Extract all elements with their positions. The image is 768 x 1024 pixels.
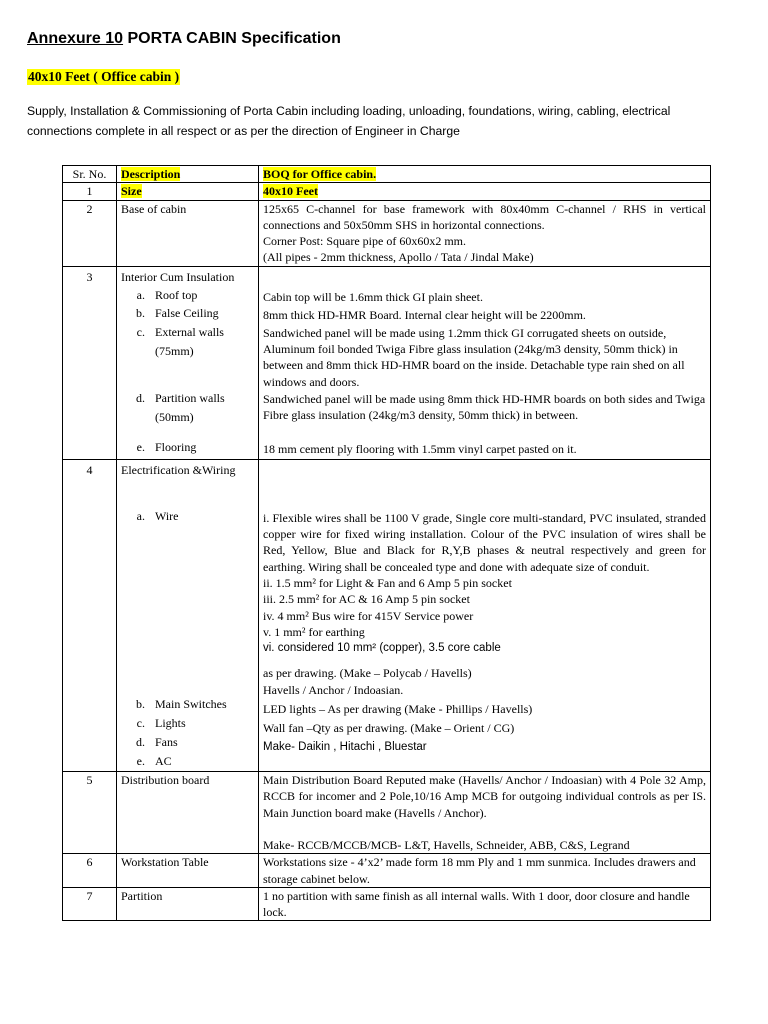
row-sr-no: 7 [63,887,117,921]
row-sr-no: 3 [63,266,117,459]
wire-spec-line: ii. 1.5 mm² for Light & Fan and 6 Amp 5 pin socket [263,575,512,590]
row-sr-no: 1 [63,183,117,200]
corner-post-text: Corner Post: Square pipe of 60x60x2 mm. [263,234,466,249]
wire-spec-line: vi. considered 10 mm² (copper), 3.5 core cable [263,642,501,655]
table-row [63,887,711,921]
row-description [117,183,259,200]
external-walls-text: Sandwiched panel will be made using 1.2mm thick GI corrugated sheets on outside, Aluminum foil bonded Twiga Fibre glass insulation (24kg/m3 density, 50mm thick) in between and 8mm thick HD-HMR board on the inside. Detachable type rain shed on all windows and doors. [263,325,685,389]
row-description: Partition [117,887,259,921]
row-description [117,266,259,459]
wire-spec-line: iii. 2.5 mm² for AC & 16 Amp 5 pin socket [263,592,470,607]
ac-text: Make- Daikin , Hitachi , Bluestar [263,741,427,754]
table-header-row [63,166,711,183]
document-heading [27,30,341,48]
pipes-make-text: (All pipes - 2mm thickness, Apollo / Tata / Jindal Make) [263,250,534,265]
list-item: c. External walls (75mm) [136,325,224,359]
wire-spec-line: v. 1 mm² for earthing [263,624,365,639]
list-item: a. Roof top [136,288,198,303]
row-sr-no: 4 [63,459,117,771]
row-boq [259,266,711,459]
list-item: e. AC [136,754,172,769]
list-item: a. Wire [136,509,179,524]
table-row [63,183,711,200]
flooring-text: 18 mm cement ply flooring with 1.5mm vinyl carpet pasted on it. [263,441,577,456]
list-item: d. Fans [136,735,178,750]
size-label: Size [121,184,142,199]
header-sr-no: Sr. No. [63,166,117,183]
heading-title: PORTA CABIN Specification [123,30,341,47]
base-framework-text: 125x65 C-channel for base framework with 80x40mm C-channel / RHS in vertical connections and 50x50mm SHS in horizontal connections. [263,201,706,232]
row-boq: Workstations size - 4’x2’ made form 18 mm Ply and 1 mm sunmica. Includes drawers and storage cabinet below. [259,854,711,888]
fans-text: Wall fan –Qty as per drawing. (Make – Orient / CG) [263,721,515,736]
header-description-label: Description [121,167,181,181]
row-sr-no: 2 [63,200,117,266]
false-ceiling-text: 8mm thick HD-HMR Board. Internal clear height will be 2200mm. [263,307,586,322]
partition-walls-text: Sandwiched panel will be made using 8mm thick HD-HMR boards on both sides and Twiga Fibre glass insulation (24kg/m3 density, 50mm thick) in between. [263,391,706,423]
header-boq-label: BOQ for Office cabin. [263,167,377,181]
row-sr-no: 5 [63,772,117,854]
section-label: Electrification &Wiring [121,462,236,477]
size-value: 40x10 Feet [263,184,318,199]
wire-make-text: as per drawing. (Make – Polycab / Havells) [263,666,472,681]
row-boq: 1 no partition with same finish as all internal walls. With 1 door, door closure and handle lock. [259,887,711,921]
list-item: b. Main Switches [136,697,227,712]
row-sr-no: 6 [63,854,117,888]
annexure-label: Annexure 10 [27,30,124,47]
table-row [63,459,711,771]
list-item: d. Partition walls (50mm) [136,391,225,425]
cabin-size-subheading: 40x10 Feet ( Office cabin ) [28,69,180,84]
specification-table [62,165,711,921]
row-boq [259,772,711,854]
list-item: e. Flooring [136,440,197,455]
row-description [117,459,259,771]
row-description: Base of cabin [117,200,259,266]
wire-spec-line: iv. 4 mm² Bus wire for 415V Service power [263,608,474,623]
row-description: Workstation Table [117,854,259,888]
table-row [63,854,711,888]
distribution-board-text: Main Distribution Board Reputed make (Havells/ Anchor / Indoasian) with 4 Pole 32 Amp, RCCB for incomer and 2 Pole,10/16 Amp MCB for outgoing individual controls as per IS. Main Junction board make (Havells / Anchor). [263,773,706,820]
section-label: Interior Cum Insulation [121,269,235,284]
main-switches-text: Havells / Anchor / Indoasian. [263,683,404,698]
row-boq [259,459,711,771]
distribution-board-make: Make- RCCB/MCCB/MCB- L&T, Havells, Schneider, ABB, C&S, Legrand [263,837,630,852]
header-boq [259,166,711,183]
roof-top-text: Cabin top will be 1.6mm thick GI plain sheet. [263,289,483,304]
row-boq [259,200,711,266]
header-description [117,166,259,183]
list-item: c. Lights [136,716,186,731]
row-description: Distribution board [117,772,259,854]
table-row [63,266,711,459]
lights-text: LED lights – As per drawing (Make - Phillips / Havells) [263,702,533,717]
table-row [63,772,711,854]
list-item: b. False Ceiling [136,306,219,321]
wire-spec-text: i. Flexible wires shall be 1100 V grade, Single core multi-standard, PVC insulated, stranded copper wire for fixed wiring installation. Colour of the PVC insulation of wires shall be Red, Yellow, Blue and Black for R,Y,B phases & neutral respectively and green for earthing. Wiring shall be concealed type and done with adequate size of conduit. [263,510,706,574]
intro-paragraph: Supply, Installation & Commissioning of Porta Cabin including loading, unloading, foundations, wiring, cabling, electrical connections complete in all respect or as per the direction of Engineer in Charge [27,104,671,138]
row-boq [259,183,711,200]
table-row [63,200,711,266]
